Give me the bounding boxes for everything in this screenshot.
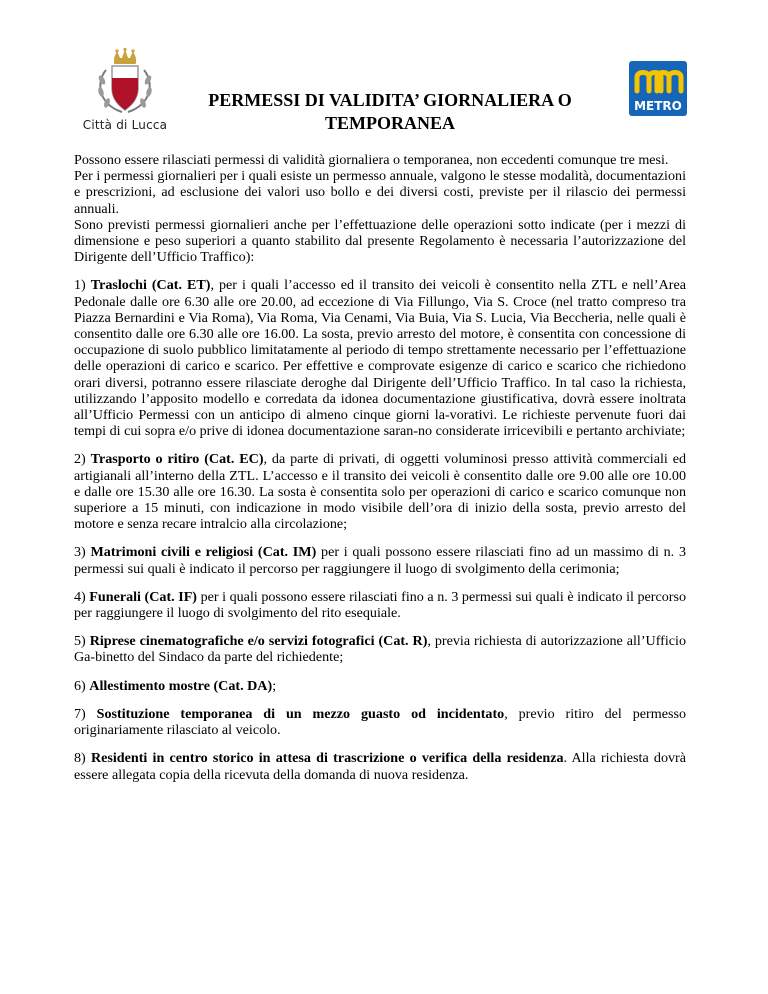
document-body (74, 152, 686, 783)
list-item-1 (74, 277, 686, 439)
list-item-7 (74, 706, 686, 738)
intro-paragraph-2: Per i permessi giornalieri per i quali esiste un permesso annuale, valgono le stesse modalità, documentazioni e prescrizioni, ad esclusione dei valori uso bollo e dei diversi costi, previste per il rilascio dei permessi annuali. (74, 168, 686, 217)
item-text: ; (272, 677, 277, 694)
item-number: 7) (74, 705, 97, 722)
list-item-2 (74, 451, 686, 532)
item-heading: Funerali (Cat. IF) (89, 588, 198, 605)
item-heading: Sostituzione temporanea di un mezzo guasto od incidentato (96, 705, 505, 722)
list-item-8 (74, 750, 686, 782)
item-heading: Trasporto o ritiro (Cat. EC) (90, 451, 264, 468)
intro-paragraph-3: Sono previsti permessi giornalieri anche per l’effettuazione delle operazioni sotto indicate (per i mezzi di dimensione e peso superiori a quanto stabilito dal presente Regolamento è necessaria l’autorizzazione del Dirigente dell’Ufficio Traffico): (74, 216, 686, 266)
item-number: 4) (74, 588, 90, 605)
item-heading: Allestimento mostre (Cat. DA) (89, 677, 273, 694)
item-number: 3) (74, 544, 91, 561)
item-text: , per i quali l’accesso ed il transito dei veicoli è consentito nella ZTL e nell’Area Pedonale dalle ore 6.30 alle ore 20.00, ad eccezione di Via Fillungo, Via S. Croce (nel tratto compreso tra Piazza Bernardini e Via Roma), Via Roma, Via Cenami, Via Buia, Via S. Lucia, Via Beccheria, nelle quali è consentito dalle ore 6.30 alle ore 16.00. La sosta, previo arresto del motore, è consentita con concessione di occupazione di suolo pubblico limitatamente al periodo di tempo strettamente necessario per l’effettuazione delle operazioni di carico e scarico. Per effettive e comprovate esigenze di carico e scarico che richiedono orari diversi, potranno essere rilasciate deroghe dal Dirigente dell’Ufficio Traffico. In tal caso la richiesta, utilizzando l’apposito modello e corredata da idonea documentazione giustificativa, dovrà essere inoltrata all’Ufficio Permessi con un anticipo di almeno cinque giorni la-vorativi. Le richieste pervenute fuori dai tempi di cui sopra e/o prive di idonea documentazione saran-no considerate irricevibili e pertanto archiviate; (74, 277, 687, 440)
city-name-label: Città di Lucca (82, 118, 168, 132)
list-item-6 (74, 678, 686, 694)
item-text: per i quali possono essere rilasciati fino a n. 3 permessi sui quali è indicato il percorso per raggiungere il luogo di svolgimento del rito esequiale. (74, 588, 686, 622)
item-heading: Residenti in centro storico in attesa di trascrizione o verifica della residenza (90, 750, 564, 767)
item-heading: Traslochi (Cat. ET) (90, 277, 211, 294)
item-heading: Matrimoni civili e religiosi (Cat. IM) (90, 544, 317, 561)
item-number: 2) (74, 451, 91, 468)
list-item-4 (74, 589, 686, 621)
list-item-5 (74, 633, 686, 665)
title-line-2: TEMPORANEA (325, 113, 455, 133)
lucca-crest-icon (92, 48, 158, 116)
item-text: , da parte di privati, di oggetti voluminosi presso attività commerciali ed artigianali all’interno della ZTL. L’accesso e il transito dei veicoli è consentito dalle ore 9.00 alle ore 10.00 e dalle ore 15.30 alle ore 16.30. La sosta è consentita solo per operazioni di carico e scarico comunque non superiore a 15 minuti, con indicazione in modo visibile dell’ora di inizio della sosta, previo arresto del motore e senza recare intralcio alla circolazione; (74, 451, 687, 533)
citta-di-lucca-logo (80, 48, 170, 132)
title-line-1: PERMESSI DI VALIDITA’ GIORNALIERA O (208, 90, 572, 110)
list-item-3 (74, 544, 686, 576)
item-number: 6) (74, 677, 90, 694)
item-text: , previa richiesta di autorizzazione all’Ufficio Ga-binetto del Sindaco da parte del richiedente; (74, 633, 686, 666)
item-number: 5) (74, 633, 90, 650)
intro-paragraph-1: Possono essere rilasciati permessi di validità giornaliera o temporanea, non eccedenti comunque tre mesi. (74, 152, 669, 168)
item-text: per i quali possono essere rilasciati fino ad un massimo di n. 3 permessi sui quali è indicato il percorso per raggiungere il luogo di svolgimento della cerimonia; (74, 544, 686, 577)
item-number: 8) (74, 750, 91, 767)
item-number: 1) (74, 277, 91, 294)
item-heading: Riprese cinematografiche e/o servizi fotografici (Cat. R) (89, 633, 428, 650)
page-title (175, 89, 605, 135)
item-text: , previo ritiro del permesso originariamente rilasciato al veicolo. (74, 705, 686, 739)
item-text: . Alla richiesta dovrà essere allegata copia della ricevuta della domanda di nuova residenza. (74, 750, 687, 783)
metro-logo (629, 61, 687, 116)
metro-logo-icon (629, 61, 687, 116)
metro-logo-text: METRO (634, 99, 682, 113)
